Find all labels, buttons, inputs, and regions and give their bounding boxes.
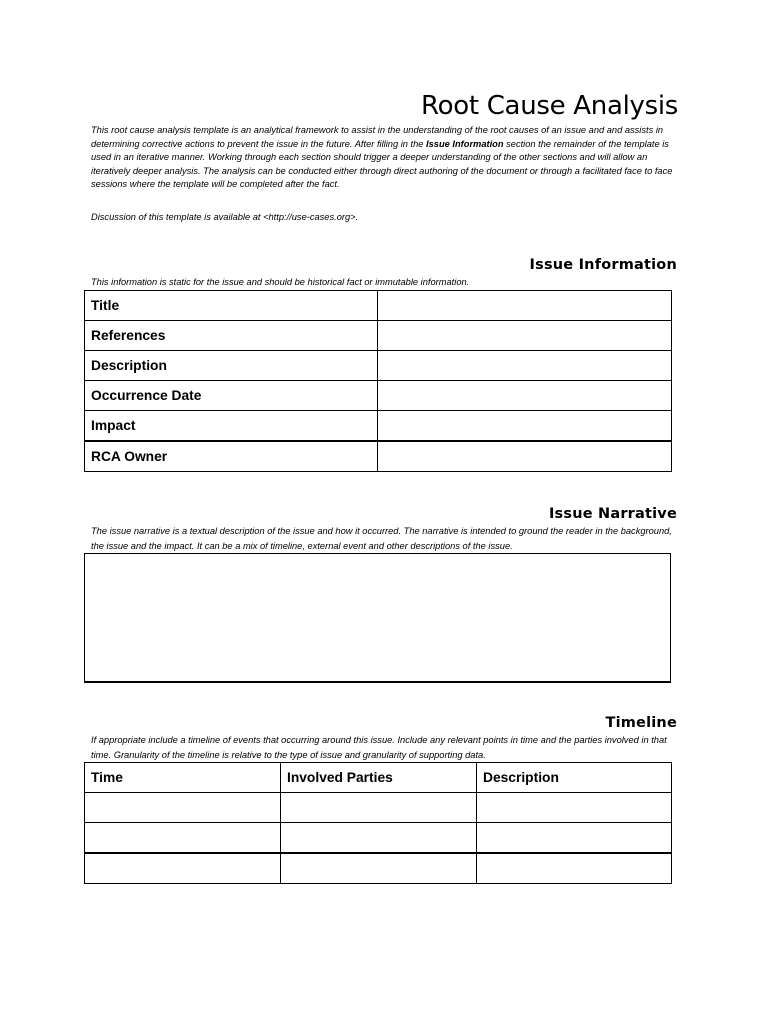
table-row <box>85 291 672 321</box>
timeline-cell[interactable] <box>85 853 281 884</box>
table-row <box>85 411 672 442</box>
timeline-table <box>84 762 672 884</box>
timeline-heading: Timeline <box>605 715 677 731</box>
timeline-cell[interactable] <box>281 793 477 823</box>
document-title: Root Cause Analysis <box>421 91 678 121</box>
description-value-cell[interactable] <box>378 351 672 381</box>
column-header: Time <box>85 763 281 793</box>
table-row <box>85 351 672 381</box>
row-label: Occurrence Date <box>85 381 378 411</box>
title-value-cell[interactable] <box>378 291 672 321</box>
timeline-cell[interactable] <box>85 823 281 854</box>
timeline-cell[interactable] <box>281 853 477 884</box>
table-row <box>85 823 672 854</box>
row-label: References <box>85 321 378 351</box>
table-row <box>85 853 672 884</box>
row-label: Impact <box>85 411 378 442</box>
intro-text-bold: Issue Information <box>426 138 504 149</box>
rca-owner-value-cell[interactable] <box>378 441 672 472</box>
row-label: Description <box>85 351 378 381</box>
timeline-description: If appropriate include a timeline of events that occurring around this issue. Include any relevant points in time and the parties involved in that time. Granularity of the timeline is relative to the type of issue and granularity of supporting data. <box>91 735 667 760</box>
issue-narrative-box[interactable] <box>84 553 671 683</box>
issue-information-table <box>84 290 672 472</box>
row-label: Title <box>85 291 378 321</box>
column-header: Description <box>477 763 672 793</box>
timeline-cell[interactable] <box>85 793 281 823</box>
table-row <box>85 381 672 411</box>
intro-text-part2: section the remainder of the template is used in an iterative manner. Working through each section should trigger a deeper understanding of the other sections and will allow an iteratively deeper analysis. The analysis can be conducted either through direct authoring of the document or through a facilitated face to face sessions where the template will be completed after the fact. <box>91 138 673 190</box>
table-row <box>85 321 672 351</box>
references-value-cell[interactable] <box>378 321 672 351</box>
timeline-cell[interactable] <box>477 823 672 854</box>
row-label: RCA Owner <box>85 441 378 472</box>
table-row <box>85 793 672 823</box>
table-row <box>85 441 672 472</box>
intro-paragraph <box>91 124 683 192</box>
column-header: Involved Parties <box>281 763 477 793</box>
discussion-note: Discussion of this template is available at <http://use-cases.org>. <box>91 212 359 222</box>
timeline-cell[interactable] <box>281 823 477 854</box>
issue-information-heading: Issue Information <box>529 257 677 273</box>
timeline-cell[interactable] <box>477 793 672 823</box>
timeline-cell[interactable] <box>477 853 672 884</box>
issue-narrative-heading: Issue Narrative <box>548 506 677 522</box>
issue-information-description: This information is static for the issue and should be historical fact or immutable information. <box>91 277 470 287</box>
impact-value-cell[interactable] <box>378 411 672 442</box>
issue-narrative-description: The issue narrative is a textual description of the issue and how it occurred. The narrative is intended to ground the reader in the background, the issue and the impact. It can be a mix of timeline, external event and other descriptions of the issue. <box>91 526 672 551</box>
occurrence-date-value-cell[interactable] <box>378 381 672 411</box>
intro-text-part1: This root cause analysis template is an analytical framework to assist in the understanding of the root causes of an issue and and assists in determining corrective actions to prevent the issue in the future. After filling in the <box>91 125 664 149</box>
table-header-row <box>85 763 672 793</box>
